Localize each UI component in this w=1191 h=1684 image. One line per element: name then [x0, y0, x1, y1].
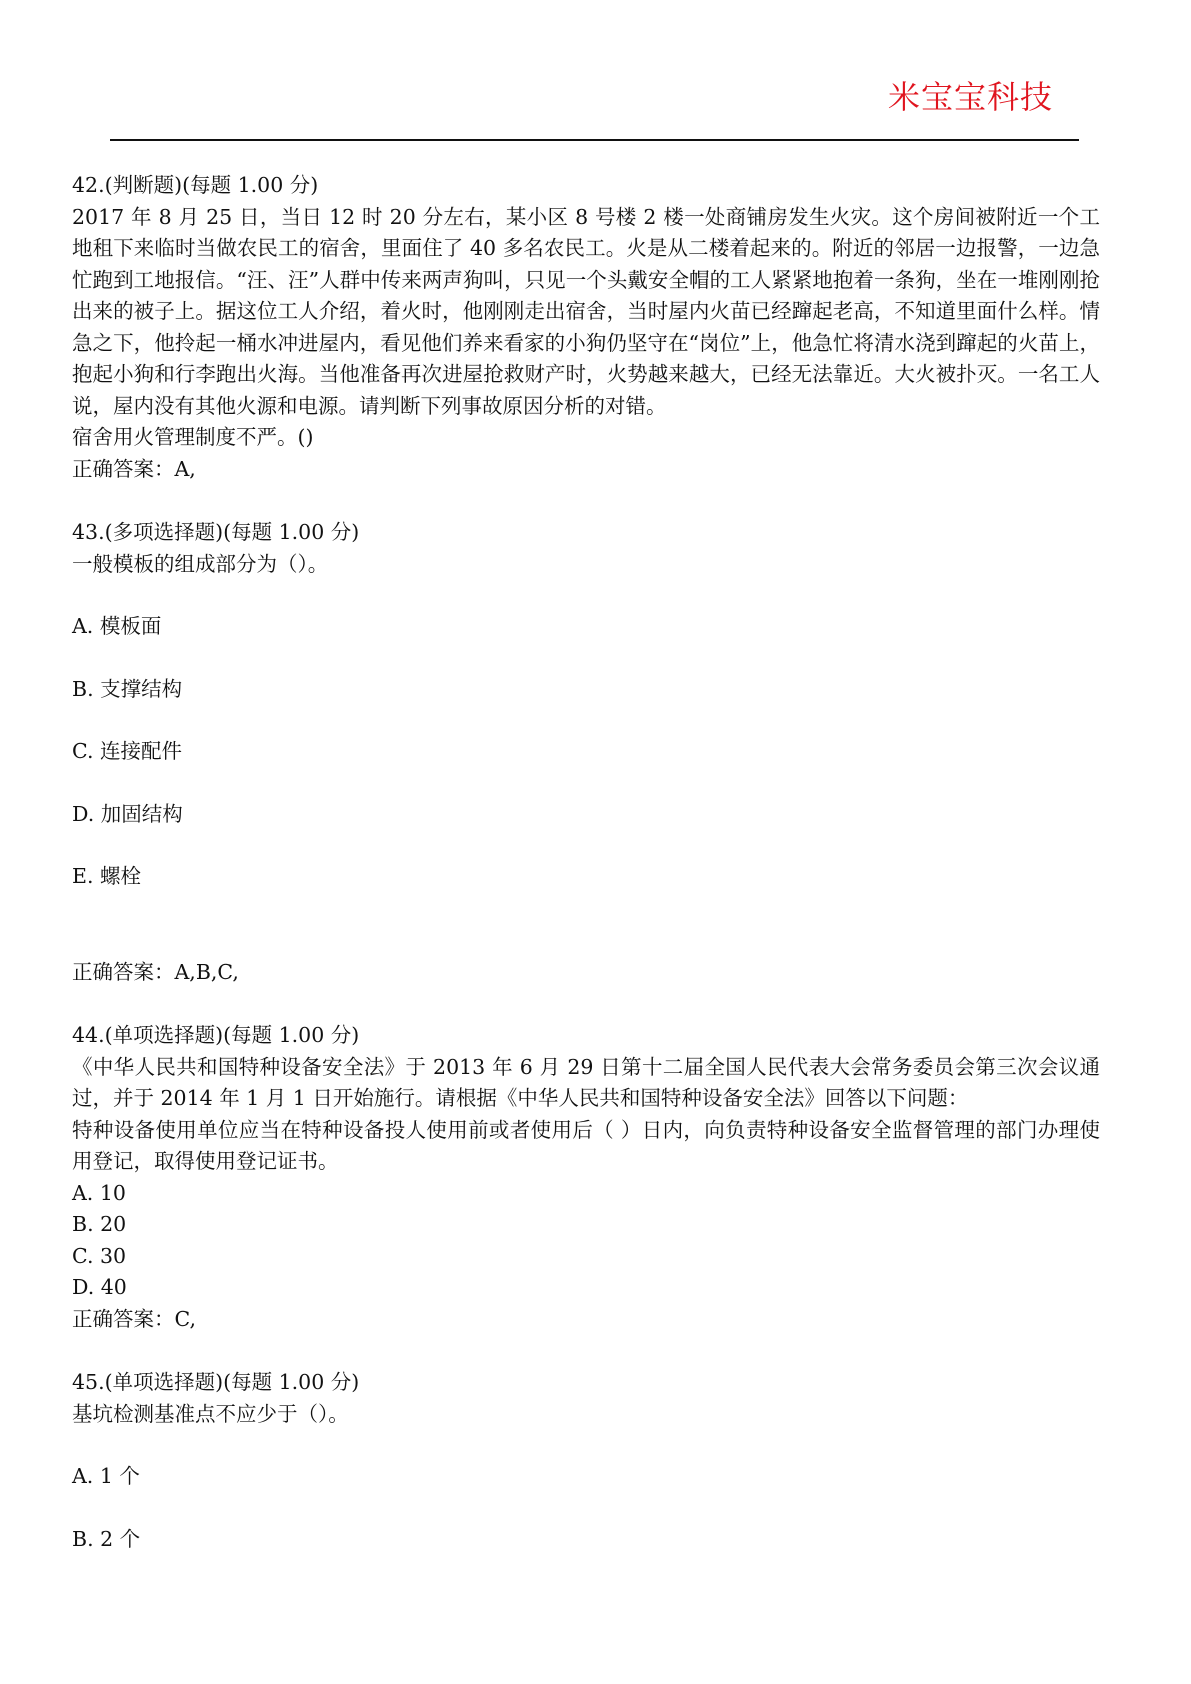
option-c: C. 连接配件	[72, 739, 182, 763]
question-42	[72, 170, 1100, 485]
option-b: B. 20	[72, 1212, 127, 1236]
option-a: A. 10	[72, 1180, 126, 1205]
question-stem: 基坑检测基准点不应少于（）。	[72, 1401, 349, 1426]
brand-logo-text: 米宝宝科技	[887, 78, 1053, 116]
option-d: D. 加固结构	[72, 801, 183, 826]
question-45	[72, 1367, 1100, 1555]
question-44	[72, 1020, 1100, 1335]
question-header: 45.(单项选择题)(每题 1.00 分)	[72, 1370, 360, 1394]
option-e: E. 螺栓	[72, 864, 141, 888]
option-c: C. 30	[72, 1243, 127, 1268]
question-header: 44.(单项选择题)(每题 1.00 分)	[72, 1023, 360, 1047]
question-stem: 一般模板的组成部分为（）。	[72, 551, 329, 576]
question-header: 43.(多项选择题)(每题 1.00 分)	[72, 520, 360, 544]
question-statement: 宿舍用火管理制度不严。()	[72, 425, 314, 449]
option-d: D. 40	[72, 1275, 127, 1299]
question-header: 42.(判断题)(每题 1.00 分)	[72, 173, 319, 197]
question-context: 《中华人民共和国特种设备安全法》于 2013 年 6 月 29 日第十二届全国人民代表大会常务委员会第三次会议通过，并于 2014 年 1 月 1 日开始施行。请根据《中华人民共和国特种设备安全法》回答以下问题：	[72, 1054, 1100, 1110]
question-scenario: 2017 年 8 月 25 日，当日 12 时 20 分左右，某小区 8 号楼 2 楼一处商铺房发生火灾。这个房间被附近一个工地租下来临时当做农民工的宿舍，里面住了 40 多名农民工。火是从二楼着起来的。附近的邻居一边报警，一边急忙跑到工地报信。“汪、汪”人群中传来两声狗叫，只见一个头戴安全帽的工人紧紧地抱着一条狗，坐在一堆刚刚抢出来的被子上。据这位工人介绍，着火时，他刚刚走出宿舍，当时屋内火苗已经蹿起老高，不知道里面什么样。情急之下，他拎起一桶水冲进屋内，看见他们养来看家的小狗仍坚守在“岗位”上，他急忙将清水浇到蹿起的火苗上，抱起小狗和行李跑出火海。当他准备再次进屋抢救财产时，火势越来越大，已经无法靠近。大火被扑灭。一名工人说，屋内没有其他火源和电源。请判断下列事故原因分析的对错。	[72, 204, 1100, 418]
option-a: A. 模板面	[72, 614, 162, 638]
document-body	[72, 170, 1100, 1555]
option-a: A. 1 个	[72, 1464, 140, 1488]
option-b: B. 支撑结构	[72, 676, 183, 701]
question-stem: 特种设备使用单位应当在特种设备投人使用前或者使用后（ ）日内，向负责特种设备安全监督管理的部门办理使用登记，取得使用登记证书。	[72, 1117, 1100, 1173]
question-43	[72, 517, 1100, 988]
correct-answer: 正确答案：A,	[72, 456, 196, 481]
header-divider	[110, 139, 1079, 141]
option-b: B. 2 个	[72, 1526, 141, 1551]
correct-answer: 正确答案：A,B,C,	[72, 959, 239, 984]
correct-answer: 正确答案：C,	[72, 1306, 196, 1331]
